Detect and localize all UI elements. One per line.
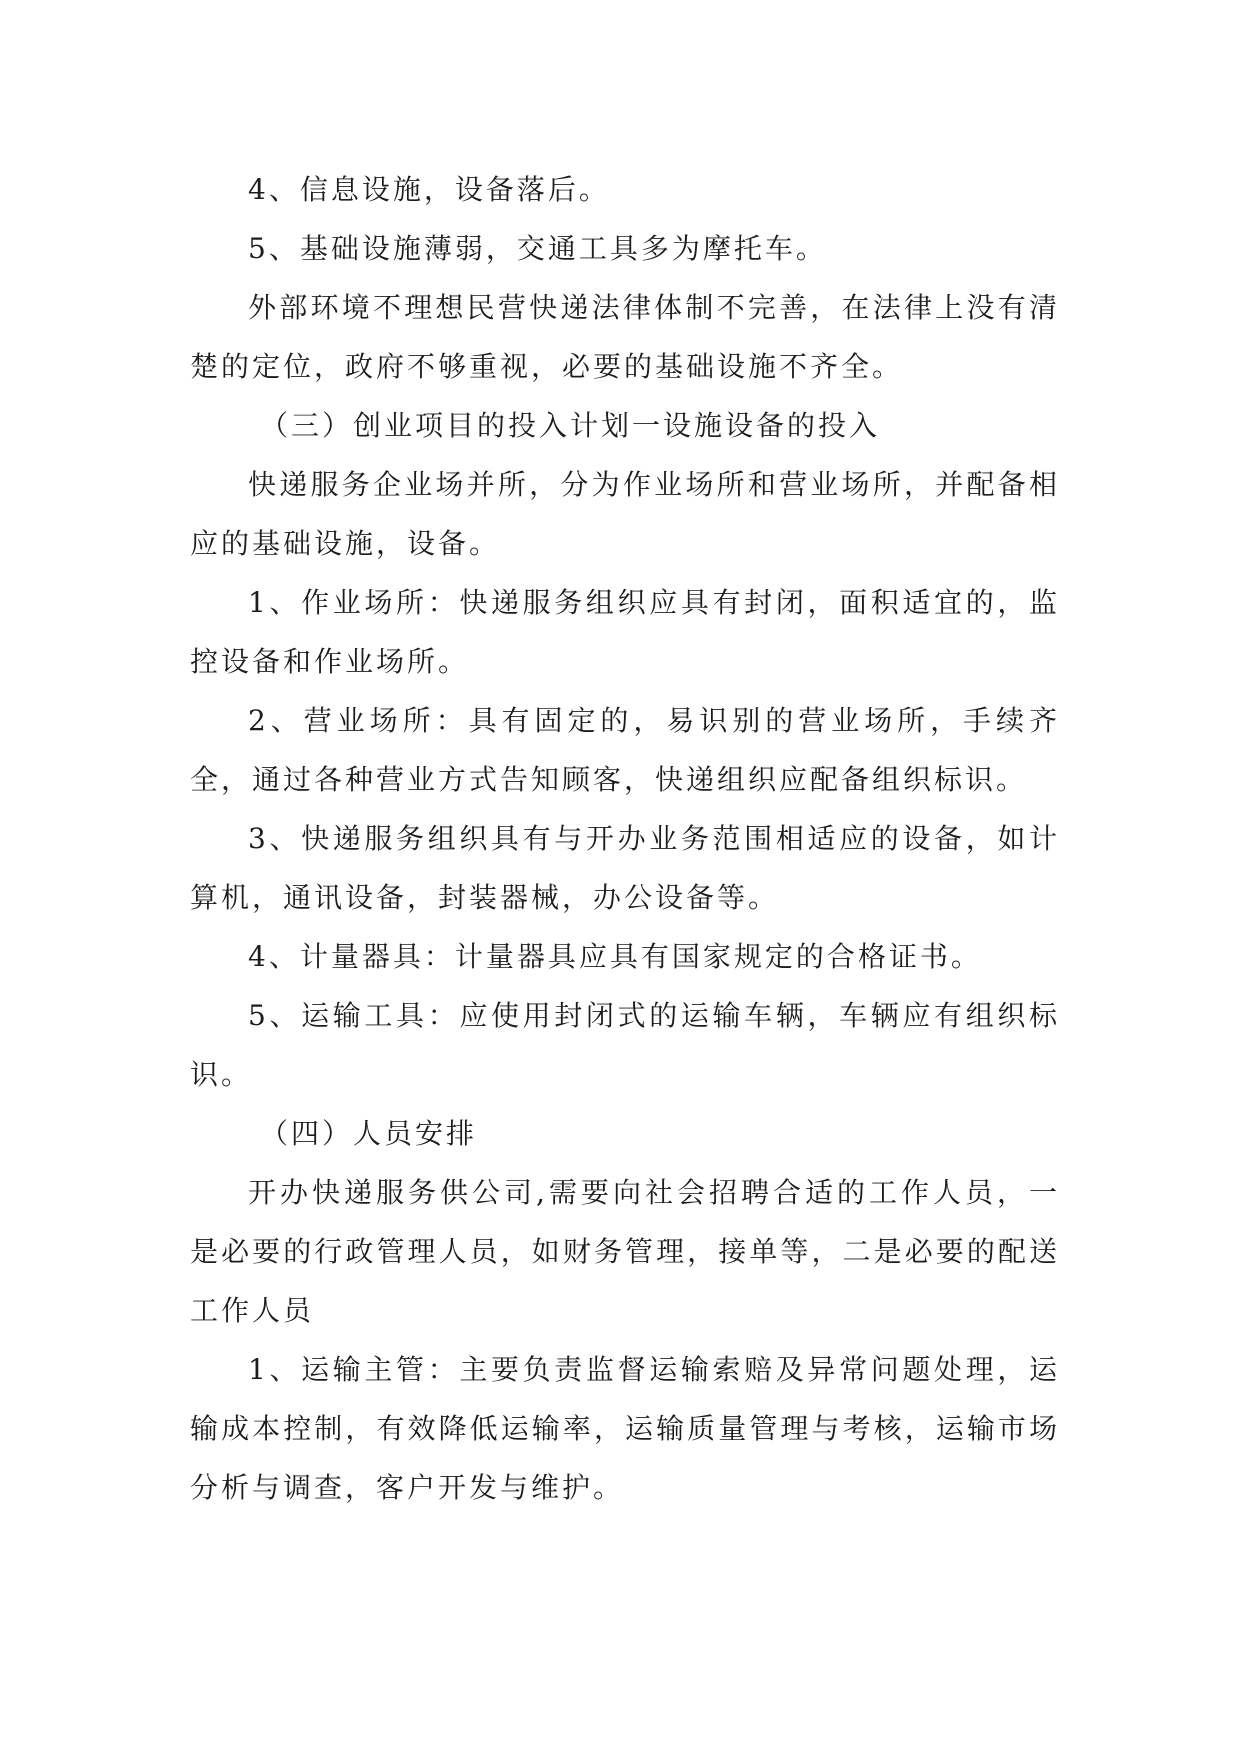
paragraph-transport-manager: 1、运输主管：主要负责监督运输索赔及异常问题处理，运输成本控制，有效降低运输率，运输质量管理与考核，运输市场分析与调查，客户开发与维护。 (190, 1353, 1060, 1504)
document-body (190, 160, 1060, 1517)
paragraph-equipment: 3、快递服务组织具有与开办业务范围相适应的设备，如计算机，通讯设备，封装器械，办公设备等。 (190, 822, 1060, 914)
section-heading-4: （四）人员安排 (260, 1117, 478, 1150)
paragraph-staffing-intro: 开办快递服务供公司,需要向社会招聘合适的工作人员，一是必要的行政管理人员，如财务管理，接单等，二是必要的配送工作人员 (190, 1176, 1060, 1327)
paragraph-item-5: 5、基础设施薄弱，交通工具多为摩托车。 (248, 232, 827, 265)
paragraph-item-4: 4、信息设施，设备落后。 (248, 173, 610, 206)
section-heading-3: （三）创业项目的投入计划一设施设备的投入 (260, 409, 881, 442)
paragraph-measuring-tools: 4、计量器具：计量器具应具有国家规定的合格证书。 (248, 940, 982, 973)
paragraph-transport-tools: 5、运输工具：应使用封闭式的运输车辆，车辆应有组织标识。 (190, 999, 1060, 1091)
paragraph-business-site: 2、营业场所：具有固定的，易识别的营业场所，手续齐全，通过各种营业方式告知顾客，快递组织应配备组织标识。 (190, 704, 1060, 796)
paragraph-external-environment: 外部环境不理想民营快递法律体制不完善，在法律上没有清楚的定位，政府不够重视，必要的基础设施不齐全。 (190, 291, 1060, 383)
paragraph-work-site: 1、作业场所：快递服务组织应具有封闭，面积适宜的，监控设备和作业场所。 (190, 586, 1060, 678)
paragraph-facilities-intro: 快递服务企业场并所，分为作业场所和营业场所，并配备相应的基础设施，设备。 (190, 468, 1060, 560)
